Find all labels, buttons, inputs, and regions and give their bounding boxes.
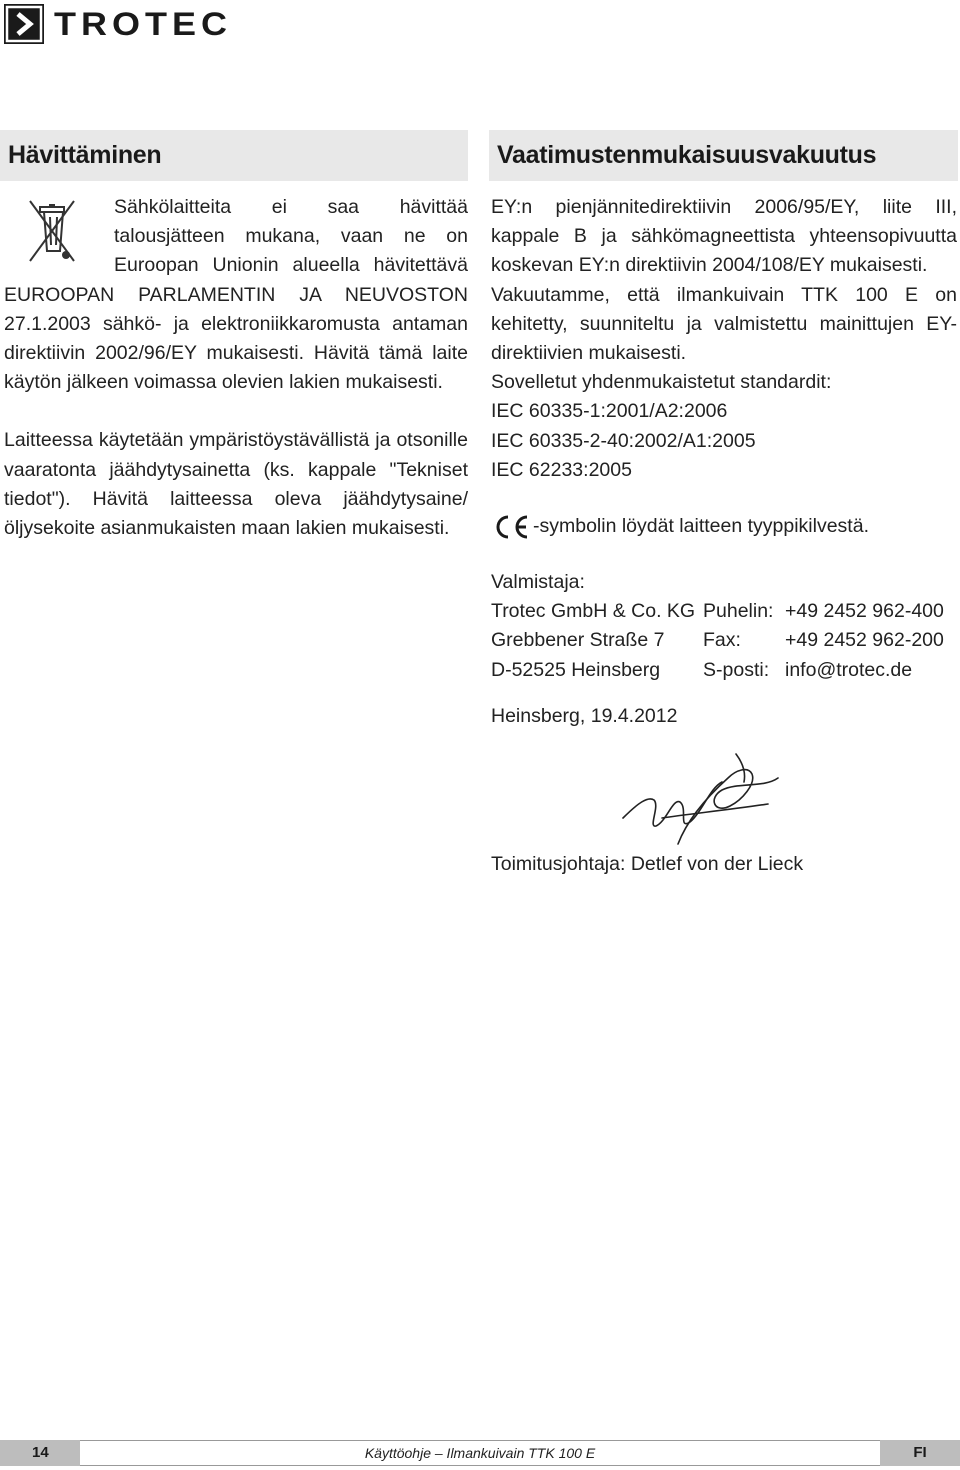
page-number: 14 [0, 1440, 80, 1466]
document-title: Käyttöohje – Ilmankuivain TTK 100 E [80, 1440, 880, 1466]
phone-label: Puhelin: [703, 600, 774, 623]
trotec-logo [4, 4, 232, 44]
company-city: D-52525 Heinsberg [491, 658, 661, 681]
language-code: FI [880, 1440, 960, 1466]
conformity-section [491, 193, 957, 541]
ce-note [491, 512, 957, 541]
conformity-paragraph-2: Vakuutamme, että ilmankuivain TTK 100 E on kehitetty, suunniteltu ja valmistettu mainittujen EY-direktiivien mukaisesti. [491, 283, 957, 365]
weee-crossed-bin-icon [4, 193, 102, 273]
brand-name: TROTEC [54, 5, 232, 43]
fax-value: +49 2452 962-200 [785, 629, 944, 652]
phone-value: +49 2452 962-400 [785, 600, 944, 623]
ce-mark-icon [491, 513, 531, 541]
company-street: Grebbener Straße 7 [491, 629, 665, 652]
ce-note-text: -symbolin löydät laitteen tyyppikilvestä. [533, 515, 869, 538]
page-footer [0, 1440, 960, 1466]
fax-label: Fax: [703, 629, 741, 652]
disposal-paragraph-2: Laitteessa käytetään ympäristöystävällistä ja otsonille vaaratonta jäähdytysainetta (ks. kappale "Tekniset tiedot"). Hävitä laitteessa oleva jäähdytysaine/öljysekoite asianmukaisten maan lakien mukaisesti. [4, 429, 468, 540]
standard-item: IEC 60335-1:2001/A2:2006 [491, 400, 728, 423]
email-label: S-posti: [703, 658, 770, 681]
manufacturer-block [491, 568, 944, 685]
place-and-date: Heinsberg, 19.4.2012 [491, 705, 678, 727]
manufacturer-label: Valmistaja: [491, 571, 585, 593]
conformity-paragraph-1: EY:n pienjännitedirektiivin 2006/95/EY, liite III, kappale B ja sähkömagneettista yhteensopivuutta koskevan EY:n direktiivin 2004/108/EY mukaisesti. [491, 196, 957, 277]
conformity-heading: Vaatimustenmukaisuusvakuutus [489, 130, 958, 181]
standard-item: IEC 60335-2-40:2002/A1:2005 [491, 429, 756, 452]
email-value: info@trotec.de [785, 658, 913, 681]
signature-image [618, 748, 788, 858]
disposal-paragraph-1: Sähkölaitteita ei saa hävittää talousjätteen mukana, vaan ne on Euroopan Unionin alueella hävitettävä EUROOPAN PARLAMENTIN JA NEUVOSTON 27.1.2003 sähkö- ja elektroniikkaromusta antaman direktiivin 2002/96/EY mukaisesti. Hävitä tämä laite käytön jälkeen voimassa olevien lakien mukaisesti. [4, 196, 468, 394]
signer-name: Toimitusjohtaja: Detlef von der Lieck [491, 853, 804, 875]
disposal-heading: Hävittäminen [0, 130, 468, 181]
company-name: Trotec GmbH & Co. KG [491, 600, 696, 623]
standard-item: IEC 62233:2005 [491, 458, 632, 481]
standards-label: Sovelletut yhdenmukaistetut standardit: [491, 371, 832, 394]
disposal-section [4, 193, 468, 543]
logo-chevron-icon [4, 4, 44, 44]
